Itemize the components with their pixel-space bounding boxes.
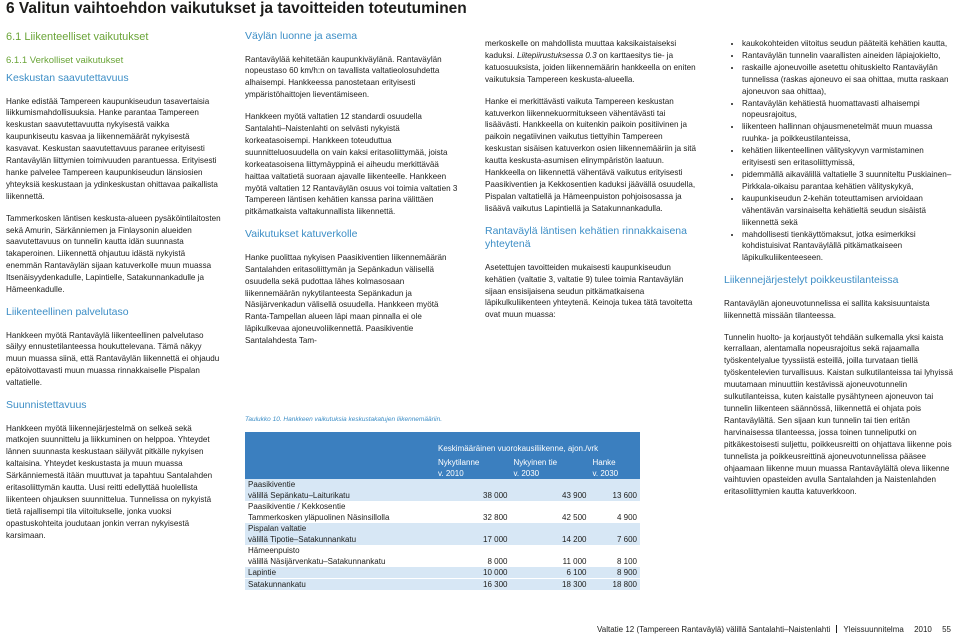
column-4 xyxy=(724,38,954,498)
row-label xyxy=(245,523,435,545)
row-label xyxy=(245,501,435,523)
table-cell: 7 600 xyxy=(589,523,640,545)
paragraph xyxy=(485,38,701,86)
table-cell: 13 600 xyxy=(589,479,640,501)
list-item: • liikenteen hallinnan ohjausmenetelmät muun muassa ruuhka- ja poikkeustilanteissa, xyxy=(742,121,954,145)
table-row xyxy=(245,579,640,591)
paragraph: Tunnelin huolto- ja korjaustyöt tehdään sulkemalla yksi kaista kerrallaan, alentamalla nopeusrajoitus sekä rajaamalla työskentelyalue tyyssiistä esteillä, joilla turvataan tiellä työskentelevien turvallisuus. Kaistan sulkutilanteissa tai lyhyissä muutamaan minuuttiin kestävissä ajoneuvotunnelin sulkutilanteissa, kuten kaistalle pysähtyneen ajoneuvon tai tunnelin liikenteen säännössä, liikennettä ei ohjata pois Rantaväylältä. Sen sijaan kun tunnelin tai tien eritän harvinaisessa tilanteessa, jossa toinen tunneliputki on pitkäkestoisesti suljettu, poikkeusreitti on ohjattava liikenne pois tunnelista ja poikkeusreittinä ajoneuvotunnelissa pääsee ohjaamaan liikenne muun muassa Rantaväylältä oleva liikenne vaihtuvien opasteiden avulla Santalahden ja Naistenlahden eritasoliittymien kautta katuverkkoon. xyxy=(724,332,953,497)
column-header-year: v. 2010 xyxy=(438,469,464,478)
table-cell: 8 000 xyxy=(435,545,510,567)
paragraph: Hankkeen myötä liikennejärjestelmä on selkeä sekä matkojen suunnittelu ja liikkuminen on helppoa. Yhteydet lännen suunnasta keskustaan säilyvät pitkälle nykyisen kaltaisina. Yhteydet keskustasta ja muun muassa Särkänniemestä itään muuttuvat ja tapahtuu Santalahden eritasoliittymän kautta. Uusi reitti edellyttää huolellista liikenteen ohjauksen suunnittelua. Tunnelissa on nykyistä tietä rajallisempi tila viitoitukselle, jonka vuoksi opastuskohteita joudutaan jonkin verran nykyisestä karsimaan. xyxy=(6,423,213,540)
footer-text: Valtatie 12 (Tampereen Rantaväylä) välillä Santalahti–Naistenlahti xyxy=(597,625,831,634)
italic-reference: Liitepiirustuksessa 0.3 xyxy=(516,50,597,60)
table-cell: 38 000 xyxy=(435,479,510,501)
paragraph: Rantaväylää kehitetään kaupunkiväylänä. Rantaväylän nopeustaso 60 km/h:n on tavallista valtatieolosuhdetta alhaisempi. Hankkeessa panostetaan erityisesti ympäristöhaittojen lieventämiseen. xyxy=(245,54,442,100)
table-row xyxy=(245,567,640,579)
list-item: • mahdollisesti tienkäyttömaksut, jotka esimerkiksi kohdistuisivat Rantaväylällä pitkämatkaiseen läpikulkuliikenteeseen. xyxy=(742,229,954,265)
heading-keskustan-saavutettavuus: Keskustan saavutettavuus xyxy=(6,72,129,84)
heading-poikkeustilanteet: Liikennejärjestelyt poikkeustilanteissa xyxy=(724,274,899,287)
table-cell: 4 900 xyxy=(589,501,640,523)
row-label: Lapintie xyxy=(245,567,435,579)
table-row xyxy=(245,479,640,501)
table-row xyxy=(245,501,640,523)
text-run: on karttaesitys tie- ja katuosuuksista, joiden liikennemäärin hankkeella on eniten vaikutuksia Tampereen keskusta-alueella. xyxy=(485,50,696,84)
paragraph: Hankkeen myötä Rantaväylä liikenteellinen palvelutaso säilyy ennustetilanteessa houkuttelevana. Tämä näkyy muun muassa siinä, että Rantaväylän liikennettä ei ohjaudu epätoivottavasti muun muassa rinnakkaiselle Pispalan valtatielle. xyxy=(6,330,220,388)
list-item: • Rantaväylän kehätiestä huomattavasti alhaisempi nopeusrajoitus, xyxy=(742,98,954,122)
table-caption: Taulukko 10. Hankkeen vaikutuksia keskustakatujen liikennemääriin. xyxy=(245,416,443,423)
footer-divider xyxy=(836,625,837,633)
road-name: Paasikiventie / Kekkosentie xyxy=(248,502,346,511)
page-footer xyxy=(597,625,951,634)
table-header-row xyxy=(245,457,640,479)
heading-rinnakkainen-yhteys: Rantaväylä läntisen kehätien rinnakkaisena yhteytenä xyxy=(485,224,687,251)
list-item: • kaukokohteiden viitoitus seudun pääteitä kehätien kautta, xyxy=(742,38,954,50)
road-name: Hämeenpuisto xyxy=(248,546,300,555)
table-cell: 8 100 xyxy=(589,545,640,567)
column-header: Nykytilanne xyxy=(438,458,480,467)
footer-doc: Yleissuunnitelma xyxy=(843,625,904,634)
table-header-cell xyxy=(245,457,435,479)
bullet-list xyxy=(724,38,954,264)
table-cell: 18 800 xyxy=(589,579,640,591)
road-name: Pispalan valtatie xyxy=(248,524,307,533)
table-header-cell xyxy=(589,457,640,479)
column-header: Nykyinen tie xyxy=(513,458,558,467)
page-title: 6 Valitun vaihtoehdon vaikutukset ja tavoitteiden toteutuminen xyxy=(6,0,467,17)
subsection-heading: 6.1.1 Verkolliset vaikutukset xyxy=(6,55,124,66)
table-header-row xyxy=(245,432,640,457)
table-cell: 11 000 xyxy=(510,545,589,567)
table-cell: 18 300 xyxy=(510,579,589,591)
road-name: Paasikiventie xyxy=(248,480,296,489)
paragraph: Hanke ei merkittävästi vaikuta Tampereen keskustan katuverkon liikennekuormitukseen vähentävästi tai lisäävästi. Hankkeella on kuitenkin paikoin positiivinen ja paikoin negatiivinen vaikutus tiettyihin Tampereen keskustan sisäisen katuverkon osien liikennemääriin ja sitä kautta keskusta-asumisen elinympäristön laatuun. Hankkeella on liikennettä vähentävä vaikutus erityisesti Paasikiventien ja Kekkosentien kaduksi jäävällä osuudella, Pispalan valtatiellä ja Hämeenpuiston pohjoisosassa ja lisäävä vaikutus Lapintiellä ja Satakunnankadulla. xyxy=(485,96,696,213)
table-cell: 8 900 xyxy=(589,567,640,579)
paragraph: Hanke edistää Tampereen kaupunkiseudun tasavertaisia liikkumismahdollisuuksia. Hanke parantaa Tampereen keskustan saavutettavuutta nykyisestä vaikka kaupunkiseutu kasvaa ja liikennemäärät nykyisestä kasvavat. Keskustan saavutettavuus paranee erityisesti Rantaväylän liittymien toimivuuden parantuessa. Erityisesti hanke palvelee Tampereen kaupunkiseudun länsiosien yhteyksiä keskustaan ja ydinkeskustan ohittavaa paikallista liikennettä. xyxy=(6,96,218,201)
table-row xyxy=(245,523,640,545)
table-cell: 17 000 xyxy=(435,523,510,545)
list-item: • raskaille ajoneuvoille asetettu ohituskielto Rantaväylän tunnelissa (raskas ajoneuvo ei saa ohittaa, mutta raskaan ajoneuvon saa ohittaa), xyxy=(742,62,954,98)
row-label xyxy=(245,545,435,567)
list-item: • kaupunkiseudun 2-kehän toteuttamisen arvioidaan vähentävän varsinaiselta kehätieltä seudun sisäistä liikennettä sekä xyxy=(742,193,954,229)
road-section: Tammerkosken yläpuolinen Näsinsillolla xyxy=(248,513,390,522)
column-header-year: v. 2030 xyxy=(513,469,540,478)
row-label: Satakunnankatu xyxy=(245,579,435,591)
section-heading: 6.1 Liikenteelliset vaikutukset xyxy=(6,31,149,43)
table-header-cell xyxy=(510,457,589,479)
paragraph: Tammerkosken läntisen keskusta-alueen pysäköintilaitosten sekä Amurin, Särkänniemen ja Finlaysonin alueiden saavutettavuus on tunnelin kautta idän suunnasta takaperoinen. Liikennettä ohjautuu idästä nykyistä enemmän Rantaväylän sijaan katuverkolle muun muassa Itsenäisyydenkadulle, Lapintielle, Satakunnankadulle ja Hämeenkadulle. xyxy=(6,213,221,295)
column-1 xyxy=(6,30,222,542)
heading-palvelutaso: Liikenteellinen palvelutaso xyxy=(6,306,129,318)
column-2 xyxy=(245,30,459,347)
paragraph: Asetettujen tavoitteiden mukaisesti kaupunkiseudun kehätien (valtatie 3, valtatie 9) tulee toimia Rantaväylän sijaan ensisijaisena seudun pitkämatkaisena läpikulkuliikenteen yhteytenä. Keinoja tukea tätä tavoitetta ovat muun muassa: xyxy=(485,262,693,320)
table-header-cell xyxy=(435,457,510,479)
row-label xyxy=(245,479,435,501)
page-number: 55 xyxy=(942,625,951,634)
column-header: Hanke xyxy=(592,458,616,467)
table-cell: 43 900 xyxy=(510,479,589,501)
table-row xyxy=(245,545,640,567)
column-3 xyxy=(485,38,701,321)
road-section: välillä Sepänkatu–Laiturikatu xyxy=(248,491,350,500)
road-section: välillä Näsijärvenkatu–Satakunnankatu xyxy=(248,557,386,566)
heading-katuverkko: Vaikutukset katuverkolle xyxy=(245,228,358,241)
paragraph: Rantaväylän ajoneuvotunnelissa ei sallita kaksisuuntaista liikennettä missään tilanteessa. xyxy=(724,298,930,320)
table-cell: 6 100 xyxy=(510,567,589,579)
list-item: • kehätien liikenteellinen välityskyvyn varmistaminen erityisesti sen eritasoliittymissä, xyxy=(742,145,954,169)
paragraph: Hanke puolittaa nykyisen Paasikiventien liikennemäärän Santalahden eritasoliittymän ja Sepänkadun välisellä osuudella sekä pudottaa lähes kolmasosaan liikennemäärän nykytilanteesta Sepänkadun ja Näsijärvenkadun välisellä osuudella. Hankkeen myötä Ranta-Tampellan alueen läpi maan pinnalla ei ole läpikulkevaa ajoneuvoliikennettä. Paasikiventie Santalahdesta Tam- xyxy=(245,252,447,346)
table-cell: 14 200 xyxy=(510,523,589,545)
table-cell: 42 500 xyxy=(510,501,589,523)
road-section: välillä Tipotie–Satakunnankatu xyxy=(248,535,357,544)
heading-suunnistettavuus: Suunnistettavuus xyxy=(6,399,87,412)
list-item: • Rantaväylän tunnelin vaarallisten aineiden läpiajokielto, xyxy=(742,50,954,62)
table-header-cell xyxy=(245,432,435,457)
heading-vaylan-luonne: Väylän luonne ja asema xyxy=(245,30,358,42)
traffic-table xyxy=(245,432,640,590)
table-cell: 32 800 xyxy=(435,501,510,523)
list-item: • pidemmällä aikavälillä valtatielle 3 suunniteltu Puskiainen–Pirkkala-oikaisu parantaa kehätien välityskykyä, xyxy=(742,169,954,193)
table xyxy=(245,432,640,590)
table-header-main: Keskimääräinen vuorokausiliikenne, ajon./vrk xyxy=(435,432,640,457)
column-header-year: v. 2030 xyxy=(592,469,619,478)
paragraph: Hankkeen myötä valtatien 12 standardi osuudella Santalahti–Naistenlahti on selvästi nykyistä korkeatasoisempi. Hankkeen toteuduttua suunnitteluosuudella on vain kaksi eritasoliittymää, joista korkeatasoisena liittymäyppinä ei aiheudu merkittävää haittaa valtatietä suoraan ajavalle liikenteelle. Hankkeen myötä valtatien 12 Rantaväylän osuus voi toimia valtatien 3 Tampereen läntisen kehätien kanssa parina välittäen pitkämatkaista valtakunnallista liikennettä. xyxy=(245,112,458,217)
text-run: merkoskelle on mahdollista muuttaa kaksikaistaiseksi kaduksi. xyxy=(485,39,677,60)
table-cell: 16 300 xyxy=(435,579,510,591)
table-cell: 10 000 xyxy=(435,567,510,579)
footer-year: 2010 xyxy=(914,625,932,634)
